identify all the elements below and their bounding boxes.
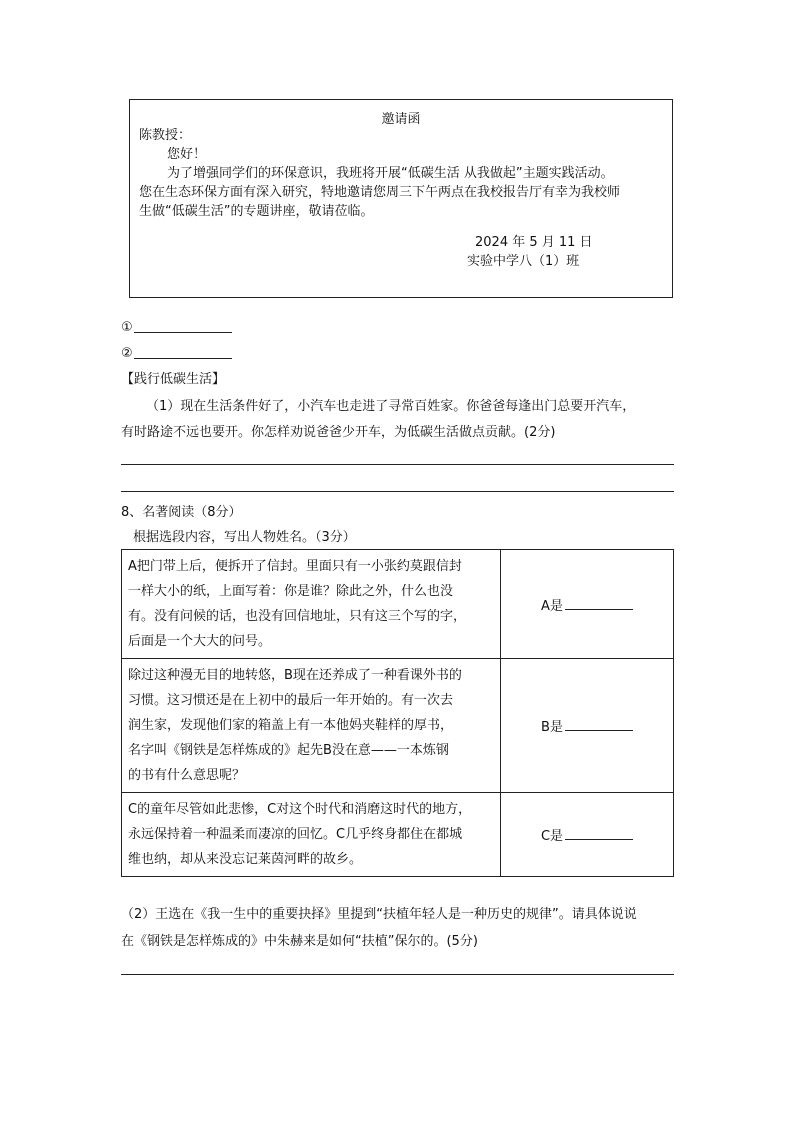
- answer-label: B是: [541, 720, 563, 735]
- answer-cell: [501, 659, 674, 793]
- passage-line: C的童年尽管如此悲惨，C对这个时代和消磨这时代的地方，: [128, 802, 472, 817]
- passage-line: 维也纳，却从来没忘记莱茵河畔的故乡。: [128, 852, 363, 867]
- invitation-salutation: 陈教授：: [139, 128, 192, 143]
- answer-cell: [501, 550, 674, 659]
- answer-line-q2[interactable]: [121, 974, 674, 975]
- answer-item-1: [121, 318, 133, 337]
- passage-line: 后面是一个大大的问号。: [128, 634, 272, 649]
- invitation-box: [129, 99, 673, 298]
- passage-line: A把门带上后，便拆开了信封。里面只有一小张约莫跟信封: [128, 559, 462, 574]
- invitation-signature: 实验中学八（1）班: [467, 254, 580, 269]
- answer-label: C是: [540, 829, 564, 844]
- table-row: [122, 659, 674, 793]
- table-row: [122, 550, 674, 659]
- answer-blank-2[interactable]: [134, 358, 232, 359]
- answer-blank-b[interactable]: [565, 718, 633, 731]
- passage-line: 除过这种漫无目的地转悠，B现在还养成了一种看课外书的: [128, 668, 462, 683]
- answer-blank-c[interactable]: [565, 827, 633, 840]
- passage-cell: [122, 550, 501, 659]
- question-2-line: （2）王选在《我一生中的重要抉择》里提到“扶植年轻人是一种历史的规律”。请具体说说: [121, 907, 637, 922]
- answer-marker: ①: [121, 320, 133, 335]
- passage-line: 的书有什么意思呢？: [128, 768, 246, 783]
- passage-line: 习惯。这习惯还是在上初中的最后一年开始的。有一次去: [128, 693, 454, 708]
- invitation-body-line: 您在生态环保方面有深入研究，特地邀请您周三下午两点在我校报告厅有幸为我校师: [139, 185, 621, 200]
- answer-item-2: [121, 344, 133, 363]
- answer-blank-a[interactable]: [565, 597, 633, 610]
- passage-line: 有。没有问候的话，也没有回信地址，只有这三个写的字，: [128, 609, 467, 624]
- answer-cell: [501, 793, 674, 877]
- answer-marker: ②: [121, 346, 133, 361]
- invitation-body-line: 为了增强同学们的环保意识，我班将开展“低碳生活 从我做起”主题实践活动。: [167, 166, 614, 181]
- question-1-line: 有时路途不远也要开。你怎样劝说爸爸少开车，为低碳生活做点贡献。(2分): [121, 425, 556, 440]
- reading-table: [121, 549, 674, 877]
- invitation-greeting: 您好！: [167, 147, 207, 162]
- answer-line-q1[interactable]: [121, 464, 674, 465]
- invitation-body-line: 生做“低碳生活”的专题讲座，敬请莅临。: [139, 204, 374, 219]
- section-heading-reading: 8、名著阅读（8分）: [121, 505, 242, 520]
- table-row: [122, 793, 674, 877]
- passage-line: 润生家，发现他们家的箱盖上有一本他妈夹鞋样的厚书，: [128, 718, 454, 733]
- answer-line-q1[interactable]: [121, 491, 674, 492]
- passage-line: 一样大小的纸，上面写着：你是谁？除此之外，什么也没: [128, 584, 454, 599]
- section-heading-low-carbon: 【践行低碳生活】: [121, 372, 226, 387]
- passage-line: 名字叫《钢铁是怎样炼成的》起先B没在意——一本炼钢: [128, 743, 449, 758]
- question-2-line: 在《钢铁是怎样炼成的》中朱赫来是如何“扶植”保尔的。(5分): [121, 934, 478, 949]
- reading-instruction: 根据选段内容，写出人物姓名。（3分）: [133, 530, 356, 545]
- passage-cell: [122, 793, 501, 877]
- invitation-date: 2024 年 5 月 11 日: [475, 235, 593, 250]
- passage-line: 永远保持着一种温柔而凄凉的回忆。C几乎终身都住在都城: [128, 827, 463, 842]
- answer-blank-1[interactable]: [134, 332, 232, 333]
- passage-cell: [122, 659, 501, 793]
- question-1-line: （1）现在生活条件好了，小汽车也走进了寻常百姓家。你爸爸每逢出门总要开汽车，: [146, 399, 636, 414]
- answer-label: A是: [541, 598, 563, 614]
- invitation-title: 邀请函: [381, 112, 421, 127]
